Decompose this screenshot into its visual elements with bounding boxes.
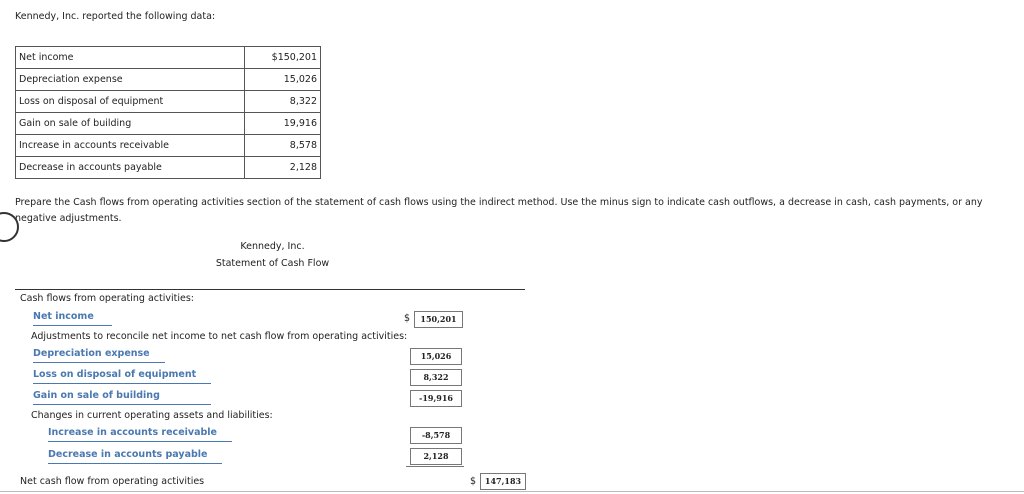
row-label: Net income [16, 47, 245, 69]
table-row [16, 135, 321, 157]
net-income-input[interactable]: 150,201 [414, 311, 463, 328]
dollar-sign: $ [404, 313, 411, 324]
net-cash-input[interactable]: 147,183 [480, 473, 526, 490]
statement-title: Statement of Cash Flow [215, 258, 330, 269]
header-rule [15, 289, 525, 290]
row-value: 2,128 [245, 157, 321, 179]
decrease-ap-label: Decrease in accounts payable [48, 449, 208, 460]
loss-disposal-label: Loss on disposal of equipment [33, 369, 197, 380]
row-value: 15,026 [245, 69, 321, 91]
table-row [16, 113, 321, 135]
depreciation-select[interactable] [33, 348, 165, 363]
row-label: Depreciation expense [16, 69, 245, 91]
dollar-sign: $ [470, 476, 477, 487]
row-label: Increase in accounts receivable [16, 135, 245, 157]
depreciation-label: Depreciation expense [33, 348, 150, 359]
given-data-table [15, 46, 321, 179]
row-label: Decrease in accounts payable [16, 157, 245, 179]
instructions: Prepare the Cash flows from operating activities section of the statement of cash flows using the indirect method. Use the minus sign to indicate cash outflows, a decrease in cash, cash payments, or any negative adjustments. [15, 197, 983, 224]
loss-disposal-input[interactable]: 8,322 [410, 369, 462, 386]
row-label: Gain on sale of building [16, 113, 245, 135]
table-row [16, 91, 321, 113]
increase-ar-label: Increase in accounts receivable [48, 427, 217, 438]
net-income-select[interactable] [33, 311, 112, 326]
changes-heading: Changes in current operating assets and liabilities: [31, 410, 273, 421]
statement-company: Kennedy, Inc. [240, 241, 305, 252]
table-row [16, 157, 321, 179]
row-value: 19,916 [245, 113, 321, 135]
table-row [16, 69, 321, 91]
row-value: 8,578 [245, 135, 321, 157]
table-row [16, 47, 321, 69]
decrease-ap-input[interactable]: 2,128 [410, 448, 462, 465]
loss-disposal-select[interactable] [33, 369, 211, 384]
gain-sale-label: Gain on sale of building [33, 390, 160, 401]
row-label: Loss on disposal of equipment [16, 91, 245, 113]
intro-text: Kennedy, Inc. reported the following data: [15, 11, 216, 22]
depreciation-input[interactable]: 15,026 [410, 348, 462, 365]
increase-ar-input[interactable]: -8,578 [410, 427, 462, 444]
gain-sale-select[interactable] [33, 390, 211, 405]
adjustments-heading: Adjustments to reconcile net income to net cash flow from operating activities: [31, 331, 408, 342]
net-cash-label: Net cash flow from operating activities [20, 476, 205, 487]
section-heading: Cash flows from operating activities: [20, 293, 194, 304]
increase-ar-select[interactable] [48, 427, 232, 442]
subtotal-rule [406, 466, 464, 467]
gain-sale-input[interactable]: -19,916 [410, 390, 462, 407]
bottom-divider [0, 491, 1024, 492]
row-value: $150,201 [245, 47, 321, 69]
decrease-ap-select[interactable] [48, 449, 222, 464]
row-value: 8,322 [245, 91, 321, 113]
net-income-label: Net income [33, 311, 94, 322]
